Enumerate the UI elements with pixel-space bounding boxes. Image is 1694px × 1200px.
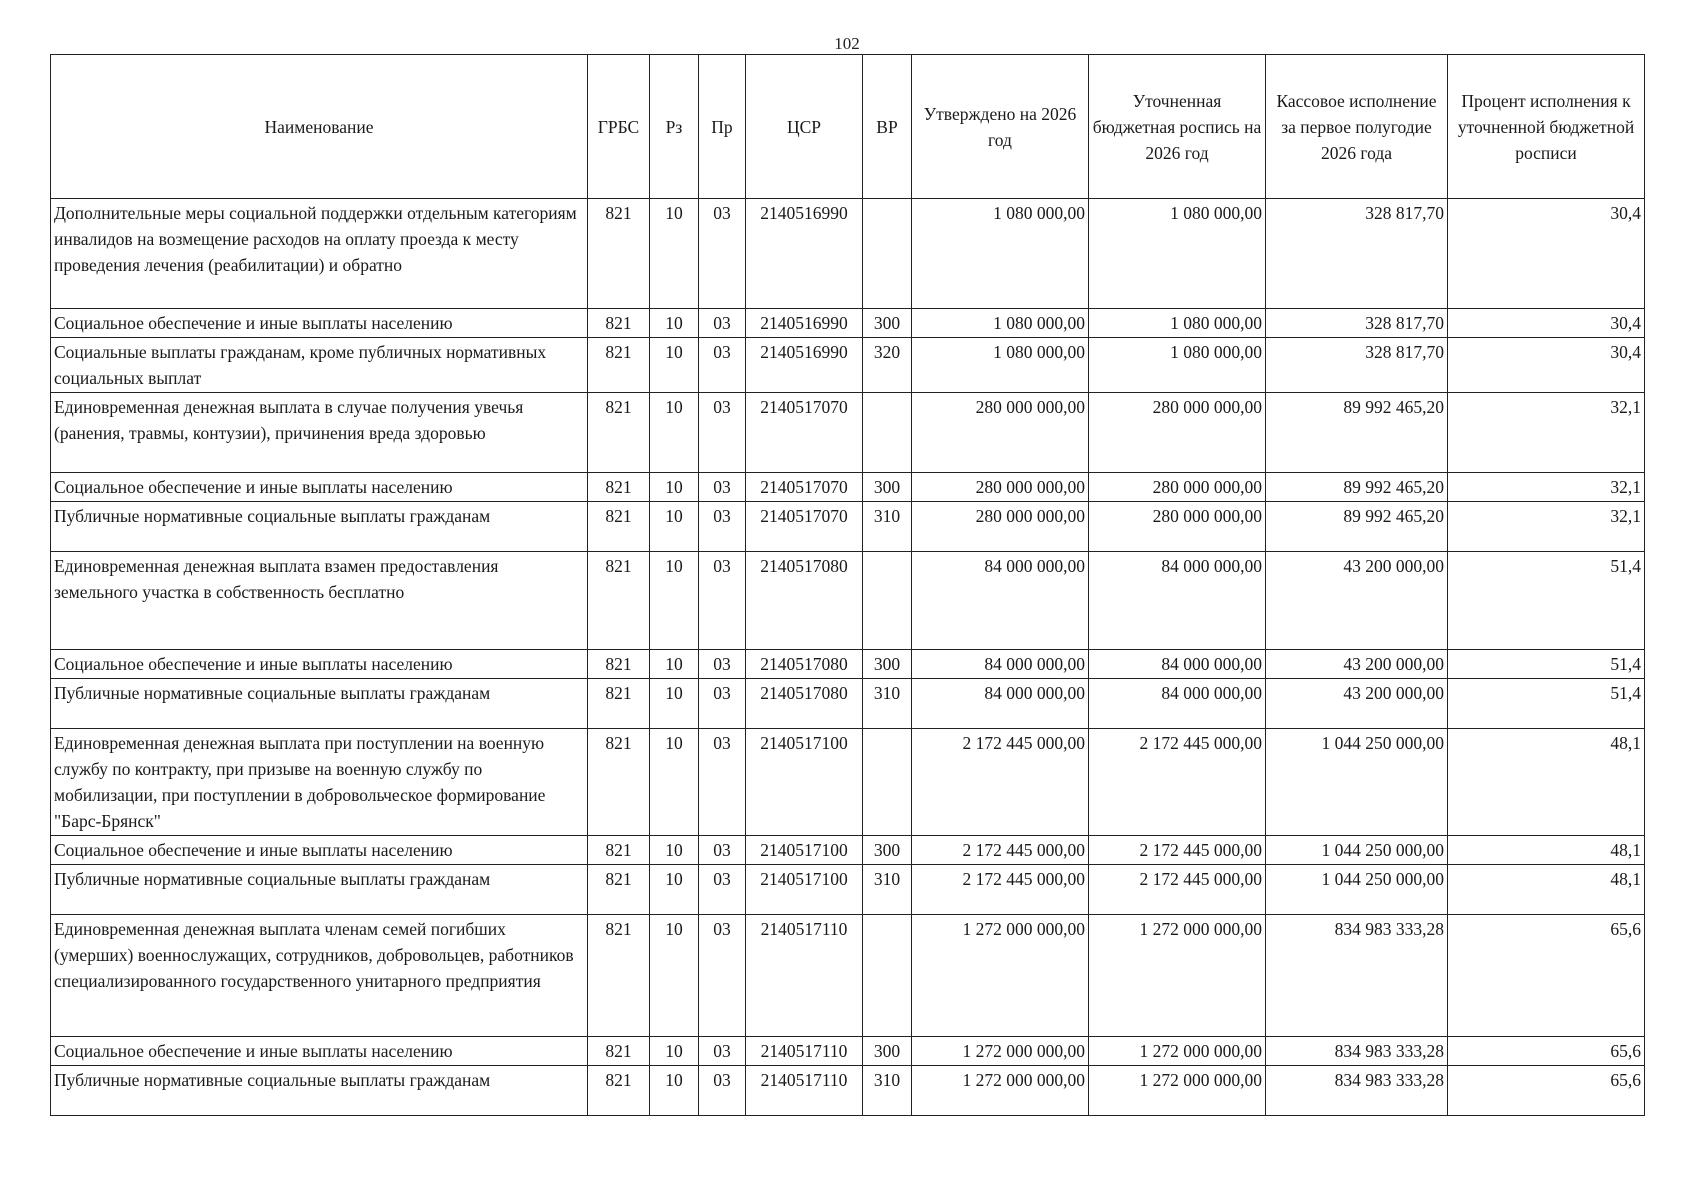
cell-refined: 1 272 000 000,00 (1089, 1066, 1266, 1116)
cell-name: Публичные нормативные социальные выплаты гражданам (51, 502, 588, 552)
cell-percent: 51,4 (1448, 650, 1645, 679)
header-grbs: ГРБС (588, 55, 650, 199)
cell-percent: 51,4 (1448, 679, 1645, 729)
cell-pr: 03 (699, 199, 746, 309)
cell-refined: 1 272 000 000,00 (1089, 1037, 1266, 1066)
cell-vr: 310 (863, 865, 912, 915)
cell-grbs: 821 (588, 1066, 650, 1116)
cell-approved: 1 272 000 000,00 (912, 1037, 1089, 1066)
cell-rz: 10 (650, 679, 699, 729)
cell-percent: 30,4 (1448, 309, 1645, 338)
cell-approved: 84 000 000,00 (912, 552, 1089, 650)
cell-grbs: 821 (588, 338, 650, 393)
cell-vr: 300 (863, 836, 912, 865)
cell-pr: 03 (699, 473, 746, 502)
cell-refined: 1 080 000,00 (1089, 199, 1266, 309)
cell-percent: 48,1 (1448, 729, 1645, 836)
cell-csr: 2140516990 (746, 199, 863, 309)
table-row (51, 836, 1645, 865)
cell-cash: 89 992 465,20 (1266, 393, 1448, 473)
cell-approved: 1 080 000,00 (912, 309, 1089, 338)
cell-percent: 65,6 (1448, 915, 1645, 1037)
cell-name: Социальное обеспечение и иные выплаты населению (51, 1037, 588, 1066)
cell-rz: 10 (650, 393, 699, 473)
table-row (51, 473, 1645, 502)
cell-cash: 1 044 250 000,00 (1266, 836, 1448, 865)
table-row (51, 729, 1645, 836)
table-row (51, 650, 1645, 679)
header-cash: Кассовое исполнение за первое полугодие 2026 года (1266, 55, 1448, 199)
table-row (51, 865, 1645, 915)
cell-grbs: 821 (588, 199, 650, 309)
cell-csr: 2140517100 (746, 836, 863, 865)
cell-csr: 2140517100 (746, 729, 863, 836)
cell-grbs: 821 (588, 552, 650, 650)
cell-name: Социальное обеспечение и иные выплаты населению (51, 650, 588, 679)
cell-csr: 2140517110 (746, 1037, 863, 1066)
cell-grbs: 821 (588, 1037, 650, 1066)
header-vr: ВР (863, 55, 912, 199)
cell-approved: 2 172 445 000,00 (912, 836, 1089, 865)
cell-refined: 280 000 000,00 (1089, 393, 1266, 473)
cell-approved: 2 172 445 000,00 (912, 729, 1089, 836)
cell-rz: 10 (650, 309, 699, 338)
cell-approved: 84 000 000,00 (912, 650, 1089, 679)
cell-rz: 10 (650, 473, 699, 502)
cell-pr: 03 (699, 679, 746, 729)
cell-vr: 300 (863, 473, 912, 502)
cell-refined: 1 272 000 000,00 (1089, 915, 1266, 1037)
cell-csr: 2140517070 (746, 502, 863, 552)
cell-percent: 65,6 (1448, 1037, 1645, 1066)
cell-vr (863, 915, 912, 1037)
table-row (51, 552, 1645, 650)
cell-grbs: 821 (588, 915, 650, 1037)
cell-csr: 2140517070 (746, 393, 863, 473)
cell-rz: 10 (650, 199, 699, 309)
cell-vr: 300 (863, 309, 912, 338)
cell-pr: 03 (699, 309, 746, 338)
cell-csr: 2140517070 (746, 473, 863, 502)
cell-cash: 328 817,70 (1266, 309, 1448, 338)
cell-pr: 03 (699, 552, 746, 650)
cell-percent: 30,4 (1448, 338, 1645, 393)
cell-name: Социальное обеспечение и иные выплаты населению (51, 309, 588, 338)
cell-pr: 03 (699, 393, 746, 473)
cell-csr: 2140516990 (746, 338, 863, 393)
cell-name: Публичные нормативные социальные выплаты гражданам (51, 1066, 588, 1116)
cell-cash: 328 817,70 (1266, 199, 1448, 309)
cell-cash: 89 992 465,20 (1266, 502, 1448, 552)
cell-refined: 280 000 000,00 (1089, 473, 1266, 502)
cell-name: Единовременная денежная выплата взамен предоставления земельного участка в собственность бесплатно (51, 552, 588, 650)
cell-csr: 2140517110 (746, 915, 863, 1037)
cell-percent: 51,4 (1448, 552, 1645, 650)
cell-rz: 10 (650, 836, 699, 865)
cell-grbs: 821 (588, 309, 650, 338)
cell-refined: 84 000 000,00 (1089, 552, 1266, 650)
cell-name: Дополнительные меры социальной поддержки отдельным категориям инвалидов на возмещение расходов на оплату проезда к месту проведения лечения (реабилитации) и обратно (51, 199, 588, 309)
cell-cash: 43 200 000,00 (1266, 552, 1448, 650)
cell-cash: 1 044 250 000,00 (1266, 729, 1448, 836)
cell-vr: 310 (863, 502, 912, 552)
cell-cash: 89 992 465,20 (1266, 473, 1448, 502)
cell-name: Публичные нормативные социальные выплаты гражданам (51, 679, 588, 729)
table-header-row (51, 55, 1645, 199)
cell-percent: 48,1 (1448, 836, 1645, 865)
table-row (51, 338, 1645, 393)
cell-approved: 280 000 000,00 (912, 502, 1089, 552)
page-number: 102 (834, 34, 860, 53)
cell-name: Социальное обеспечение и иные выплаты населению (51, 473, 588, 502)
cell-pr: 03 (699, 1037, 746, 1066)
cell-approved: 1 272 000 000,00 (912, 1066, 1089, 1116)
cell-vr: 300 (863, 650, 912, 679)
cell-pr: 03 (699, 729, 746, 836)
cell-csr: 2140517080 (746, 679, 863, 729)
cell-approved: 1 272 000 000,00 (912, 915, 1089, 1037)
header-name: Наименование (51, 55, 588, 199)
header-rz: Рз (650, 55, 699, 199)
cell-name: Единовременная денежная выплата в случае получения увечья (ранения, травмы, контузии), причинения вреда здоровью (51, 393, 588, 473)
cell-grbs: 821 (588, 502, 650, 552)
cell-refined: 2 172 445 000,00 (1089, 865, 1266, 915)
cell-name: Единовременная денежная выплата при поступлении на военную службу по контракту, при призыве на военную службу по мобилизации, при поступлении в добровольческое формирование "Барс-Брянск" (51, 729, 588, 836)
cell-percent: 30,4 (1448, 199, 1645, 309)
cell-csr: 2140517080 (746, 650, 863, 679)
cell-vr (863, 199, 912, 309)
cell-pr: 03 (699, 650, 746, 679)
cell-grbs: 821 (588, 393, 650, 473)
cell-csr: 2140517100 (746, 865, 863, 915)
table-row (51, 502, 1645, 552)
header-csr: ЦСР (746, 55, 863, 199)
cell-rz: 10 (650, 729, 699, 836)
cell-cash: 43 200 000,00 (1266, 650, 1448, 679)
cell-percent: 32,1 (1448, 393, 1645, 473)
cell-refined: 1 080 000,00 (1089, 309, 1266, 338)
cell-cash: 834 983 333,28 (1266, 915, 1448, 1037)
cell-approved: 2 172 445 000,00 (912, 865, 1089, 915)
cell-approved: 84 000 000,00 (912, 679, 1089, 729)
cell-vr (863, 393, 912, 473)
cell-csr: 2140517080 (746, 552, 863, 650)
cell-rz: 10 (650, 552, 699, 650)
cell-refined: 84 000 000,00 (1089, 650, 1266, 679)
cell-csr: 2140517110 (746, 1066, 863, 1116)
header-pr: Пр (699, 55, 746, 199)
cell-refined: 84 000 000,00 (1089, 679, 1266, 729)
cell-cash: 834 983 333,28 (1266, 1037, 1448, 1066)
cell-pr: 03 (699, 865, 746, 915)
cell-approved: 1 080 000,00 (912, 199, 1089, 309)
cell-percent: 32,1 (1448, 502, 1645, 552)
table-row (51, 679, 1645, 729)
cell-grbs: 821 (588, 836, 650, 865)
cell-pr: 03 (699, 338, 746, 393)
cell-vr: 310 (863, 679, 912, 729)
table-row (51, 309, 1645, 338)
table-row (51, 915, 1645, 1037)
cell-cash: 43 200 000,00 (1266, 679, 1448, 729)
cell-rz: 10 (650, 865, 699, 915)
table-row (51, 393, 1645, 473)
table-row (51, 199, 1645, 309)
cell-refined: 2 172 445 000,00 (1089, 836, 1266, 865)
cell-rz: 10 (650, 1037, 699, 1066)
cell-name: Социальные выплаты гражданам, кроме публичных нормативных социальных выплат (51, 338, 588, 393)
cell-vr (863, 729, 912, 836)
cell-rz: 10 (650, 1066, 699, 1116)
budget-execution-table (50, 54, 1645, 1116)
cell-rz: 10 (650, 338, 699, 393)
cell-percent: 65,6 (1448, 1066, 1645, 1116)
cell-rz: 10 (650, 502, 699, 552)
cell-rz: 10 (650, 650, 699, 679)
cell-pr: 03 (699, 836, 746, 865)
cell-cash: 328 817,70 (1266, 338, 1448, 393)
cell-grbs: 821 (588, 473, 650, 502)
header-refined: Уточненная бюджетная роспись на 2026 год (1089, 55, 1266, 199)
cell-refined: 1 080 000,00 (1089, 338, 1266, 393)
cell-cash: 834 983 333,28 (1266, 1066, 1448, 1116)
cell-pr: 03 (699, 1066, 746, 1116)
header-percent: Процент исполнения к уточненной бюджетной росписи (1448, 55, 1645, 199)
cell-pr: 03 (699, 915, 746, 1037)
cell-grbs: 821 (588, 679, 650, 729)
cell-vr: 320 (863, 338, 912, 393)
table-row (51, 1037, 1645, 1066)
cell-refined: 280 000 000,00 (1089, 502, 1266, 552)
cell-percent: 32,1 (1448, 473, 1645, 502)
cell-approved: 280 000 000,00 (912, 473, 1089, 502)
cell-percent: 48,1 (1448, 865, 1645, 915)
cell-pr: 03 (699, 502, 746, 552)
cell-vr: 310 (863, 1066, 912, 1116)
cell-refined: 2 172 445 000,00 (1089, 729, 1266, 836)
cell-vr: 300 (863, 1037, 912, 1066)
cell-approved: 1 080 000,00 (912, 338, 1089, 393)
cell-rz: 10 (650, 915, 699, 1037)
table-body (51, 199, 1645, 1116)
cell-grbs: 821 (588, 865, 650, 915)
cell-approved: 280 000 000,00 (912, 393, 1089, 473)
cell-csr: 2140516990 (746, 309, 863, 338)
cell-name: Единовременная денежная выплата членам семей погибших (умерших) военнослужащих, сотрудников, добровольцев, работников специализированного государственного унитарного предприятия (51, 915, 588, 1037)
table-row (51, 1066, 1645, 1116)
cell-grbs: 821 (588, 729, 650, 836)
cell-vr (863, 552, 912, 650)
cell-grbs: 821 (588, 650, 650, 679)
cell-cash: 1 044 250 000,00 (1266, 865, 1448, 915)
header-approved: Утверждено на 2026 год (912, 55, 1089, 199)
cell-name: Социальное обеспечение и иные выплаты населению (51, 836, 588, 865)
cell-name: Публичные нормативные социальные выплаты гражданам (51, 865, 588, 915)
